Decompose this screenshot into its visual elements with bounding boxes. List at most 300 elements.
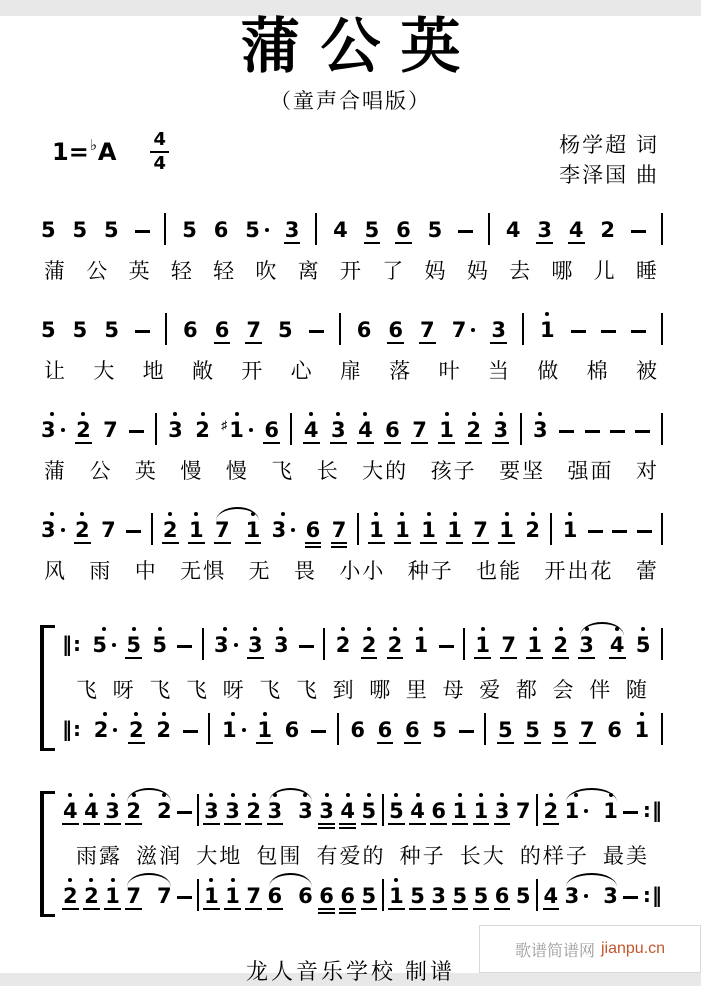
note <box>40 312 57 349</box>
note-row <box>578 634 595 656</box>
sheet-music-page <box>0 12 701 985</box>
note-row <box>361 634 378 656</box>
note-digit: 5 <box>361 884 377 909</box>
underline-zone <box>72 341 89 349</box>
note-row <box>72 319 89 341</box>
note <box>194 412 211 449</box>
lyric-syllable: 了 <box>382 259 406 283</box>
note <box>91 627 116 664</box>
note-underline <box>125 908 142 910</box>
note-digit: 6 <box>404 718 420 743</box>
note-underline <box>104 823 121 825</box>
note-row <box>214 319 231 341</box>
note <box>83 793 100 830</box>
note-digit: 5 <box>635 633 651 658</box>
underline-zone <box>40 441 65 449</box>
notes-line-voice-1 <box>40 412 663 449</box>
note-underline <box>125 657 142 659</box>
note-row <box>167 419 184 441</box>
note <box>213 212 230 249</box>
note-digit: 3 <box>271 518 287 543</box>
note-digit: 6 <box>350 718 365 743</box>
underline-zone <box>128 741 145 749</box>
note-underline <box>452 908 469 910</box>
underline-zone <box>156 822 173 830</box>
lyric-syllable: 小小 <box>339 560 386 584</box>
underline-zone <box>256 741 273 749</box>
lyric-syllable: 蕾 <box>635 560 659 584</box>
note-row <box>394 519 411 541</box>
lyric-syllable: 棉 <box>586 359 610 383</box>
note-row <box>494 885 511 907</box>
underline-zone <box>411 441 428 449</box>
underline-zone <box>357 441 374 449</box>
note-row <box>75 419 92 441</box>
slur-arc <box>269 788 312 802</box>
note-row <box>182 319 199 341</box>
song-subtitle: （童声合唱版） <box>270 90 431 113</box>
note-digit: 6 <box>340 884 355 909</box>
note-digit: 6 <box>284 718 300 743</box>
dash-line <box>177 645 192 648</box>
note-digit: 2 <box>93 718 109 743</box>
dash-line <box>459 730 474 733</box>
note-row <box>579 719 596 741</box>
note-underline <box>361 908 378 910</box>
note-digit: 1 <box>222 718 237 743</box>
note <box>93 712 118 749</box>
lyric-syllable: 飞 <box>76 679 99 703</box>
underline-zone <box>361 907 378 915</box>
underline-zone <box>100 541 117 549</box>
augmentation-dot <box>265 228 269 232</box>
underline-zone <box>214 341 231 349</box>
octave-dot <box>545 312 549 316</box>
note <box>377 712 394 749</box>
dash-line <box>177 896 192 899</box>
note <box>368 512 385 549</box>
lyric-syllable: 呀 <box>112 679 136 703</box>
lyric-syllable: 无 <box>248 560 272 584</box>
note-digit: 3 <box>225 799 240 824</box>
note-row <box>634 719 651 741</box>
octave-dot <box>80 512 84 516</box>
note-row <box>245 800 262 822</box>
lyric-syllable: 落 <box>389 359 413 383</box>
note-digit: 3 <box>41 518 56 543</box>
key-signature <box>52 131 169 173</box>
notes-line-voice-1 <box>62 793 663 830</box>
lyric-syllable: 爱 <box>479 679 503 703</box>
lyric-syllable: 风 <box>44 560 67 584</box>
note-underline <box>552 742 569 744</box>
note-digit: 7 <box>420 317 435 342</box>
octave-dot <box>309 412 313 416</box>
note-row <box>473 885 490 907</box>
lyric-syllable: 无惧 <box>180 560 227 584</box>
underline-zone <box>203 822 220 830</box>
note <box>361 793 378 830</box>
note-digit: 3 <box>330 417 346 442</box>
watermark-site-link[interactable]: jianpu.cn <box>600 940 666 957</box>
note-digit: 7 <box>103 417 118 442</box>
note <box>452 878 469 915</box>
underline-zone <box>505 241 522 249</box>
note-digit: 2 <box>335 633 351 658</box>
system-inner <box>40 412 663 485</box>
underline-zone <box>40 541 65 549</box>
note-digit: 2 <box>156 718 171 743</box>
lyric-syllable: 妈 <box>466 259 490 283</box>
note-digit: 6 <box>213 217 229 242</box>
barline <box>520 413 522 445</box>
underline-zone <box>388 822 405 830</box>
underline-zone <box>284 741 301 749</box>
underline-zone <box>83 822 100 830</box>
barline <box>382 794 384 826</box>
underline-zone <box>609 656 626 664</box>
underline-zone <box>103 241 120 249</box>
note-digit: 6 <box>319 884 334 909</box>
note <box>62 878 79 915</box>
note <box>72 212 89 249</box>
note-digit: 6 <box>377 718 393 743</box>
underline-zone <box>339 907 356 915</box>
note-digit: 1 <box>603 799 618 824</box>
lyric-syllable: 到 <box>332 679 356 703</box>
lyric-syllable: 孩子 <box>430 460 477 484</box>
underline-zone <box>214 541 231 549</box>
augmentation-dot <box>584 894 588 898</box>
note <box>245 878 262 915</box>
note-row <box>473 800 490 822</box>
note-row <box>543 800 560 822</box>
note-digit: 6 <box>607 718 622 743</box>
note-underline <box>245 342 262 344</box>
note-digit: 5 <box>152 633 167 658</box>
note-underline <box>318 823 335 825</box>
octave-dot <box>559 627 563 631</box>
note <box>526 627 543 664</box>
note-digit: 1 <box>389 884 404 909</box>
underline-zone <box>277 341 294 349</box>
note-row <box>602 800 619 822</box>
note <box>494 878 511 915</box>
barline <box>661 628 663 660</box>
note-digit: 1 <box>527 633 542 658</box>
note <box>339 793 356 830</box>
note-row <box>419 319 436 341</box>
underline-zone <box>446 541 463 549</box>
dash-line <box>610 430 625 433</box>
underline-zone <box>103 341 120 349</box>
note-row <box>497 719 514 741</box>
note-digit: 4 <box>333 217 348 242</box>
notes-line-voice-1 <box>40 212 663 249</box>
note-underline <box>578 657 595 659</box>
note-underline <box>404 742 421 744</box>
note <box>256 712 273 749</box>
note-digit: 5 <box>104 217 119 242</box>
system-inner <box>40 212 663 285</box>
underline-zone <box>213 656 238 664</box>
note-row <box>357 419 374 441</box>
note-digit: 3 <box>537 217 552 242</box>
note <box>532 412 549 449</box>
song-title: 蒲公英 <box>240 12 481 82</box>
lyric-syllable: 种子 <box>399 845 446 869</box>
lyric-syllable: 英 <box>134 460 158 484</box>
note-row <box>599 219 616 241</box>
note-underline <box>75 442 92 444</box>
music-system-6 <box>56 791 663 917</box>
note-underline <box>331 546 348 548</box>
octave-dot <box>533 627 537 631</box>
underline-zone <box>413 656 430 664</box>
note <box>451 312 476 349</box>
underline-zone <box>515 907 532 915</box>
note-row <box>543 885 560 907</box>
barline <box>661 413 663 445</box>
barline <box>536 879 538 911</box>
note <box>492 412 509 449</box>
note-digit: 3 <box>564 884 580 909</box>
note <box>515 878 532 915</box>
octave-dot <box>427 512 431 516</box>
note-digit: 6 <box>385 417 400 442</box>
note-digit: 5 <box>452 884 468 909</box>
note-digit: 2 <box>84 884 99 909</box>
note-underline <box>267 823 284 825</box>
octave-dot <box>568 512 572 516</box>
underline-zone <box>532 441 549 449</box>
augmentation-dot <box>234 643 238 647</box>
note-row <box>125 634 142 656</box>
note <box>473 878 490 915</box>
notes-line-voice-1 <box>62 627 663 664</box>
note-row <box>83 885 100 907</box>
octave-dot <box>134 712 138 716</box>
octave-dot <box>158 627 162 631</box>
note-digit: 5 <box>473 884 489 909</box>
lyric-syllable: 对 <box>635 460 659 484</box>
note-digit: 7 <box>451 317 467 342</box>
note <box>330 412 347 449</box>
note <box>162 512 179 549</box>
note-digit: 3 <box>431 884 446 909</box>
octave-dot <box>538 412 542 416</box>
note-row <box>364 219 381 241</box>
note-row <box>188 519 205 541</box>
note-row <box>194 419 211 441</box>
note-underline <box>492 442 509 444</box>
note-underline <box>536 242 553 244</box>
note-digit: 1 <box>475 633 490 658</box>
octave-dot <box>393 627 397 631</box>
underline-zone <box>335 656 352 664</box>
note-row <box>224 885 241 907</box>
underline-zone <box>524 741 541 749</box>
note <box>104 793 121 830</box>
note <box>104 878 121 915</box>
underline-zone <box>409 822 426 830</box>
system-inner <box>62 625 663 751</box>
lyric-syllable: 当 <box>487 359 511 383</box>
note-digit: 4 <box>505 217 521 242</box>
note <box>427 212 444 249</box>
underline-zone <box>224 822 241 830</box>
octave-dot <box>281 512 285 516</box>
underline-zone <box>490 341 507 349</box>
note-digit: 6 <box>264 417 279 442</box>
lyric-syllable: 哪 <box>369 679 393 703</box>
note-digit: 6 <box>214 317 230 342</box>
note-row <box>125 800 142 822</box>
underline-zone <box>543 907 560 915</box>
note-row <box>339 885 356 907</box>
note-digit: 7 <box>501 633 516 658</box>
note-underline <box>256 742 273 744</box>
note-underline <box>361 657 378 659</box>
note-digit: 5 <box>361 799 377 824</box>
note-row <box>332 219 349 241</box>
note-row <box>606 719 623 741</box>
underline-zone <box>552 656 569 664</box>
notes-line-voice-2 <box>62 878 663 915</box>
note-digit: 7 <box>412 417 427 442</box>
underline-zone <box>297 822 314 830</box>
barline <box>661 713 663 745</box>
note <box>75 412 92 449</box>
lyric-syllable: 蒲 <box>44 259 67 283</box>
note-digit: 1 <box>421 518 436 543</box>
note-row <box>361 885 378 907</box>
octave-dot <box>505 512 509 516</box>
note <box>221 412 253 449</box>
note-row <box>388 800 405 822</box>
note-row <box>413 634 430 656</box>
note <box>128 712 145 749</box>
note <box>474 627 491 664</box>
voice-bracket <box>40 791 55 917</box>
note-row <box>498 519 515 541</box>
note-underline <box>498 542 515 544</box>
note-digit: 3 <box>284 217 300 242</box>
octave-dot <box>162 712 166 716</box>
time-numerator: 4 <box>150 131 169 153</box>
underline-zone <box>602 822 619 830</box>
music-system-3 <box>40 412 663 485</box>
music-system-4 <box>40 512 663 585</box>
music-system-2 <box>40 312 663 385</box>
note-digit: 7 <box>246 884 261 909</box>
note-row <box>602 885 619 907</box>
underline-zone <box>245 822 262 830</box>
note-row <box>635 634 652 656</box>
underline-zone <box>452 822 469 830</box>
note-digit: 5 <box>427 217 443 242</box>
note-digit: 4 <box>410 799 425 824</box>
augmentation-dot <box>113 728 117 732</box>
lyric-syllable: 长大 <box>459 845 506 869</box>
underline-zone <box>62 907 79 915</box>
note-underline <box>497 742 514 744</box>
octave-dot <box>173 412 177 416</box>
underline-zone <box>221 441 253 449</box>
underline-zone <box>74 541 91 549</box>
underline-zone <box>543 822 560 830</box>
note-digit: 7 <box>246 317 261 342</box>
note-digit: 5 <box>410 884 425 909</box>
octave-dot <box>479 793 483 797</box>
note <box>271 512 296 549</box>
underline-zone <box>420 541 437 549</box>
note-row <box>277 319 294 341</box>
note-row <box>526 634 543 656</box>
note-row <box>303 419 320 441</box>
underline-zone <box>330 441 347 449</box>
note-row <box>438 419 455 441</box>
note-underline <box>74 542 91 544</box>
underline-zone <box>526 656 543 664</box>
underline-zone <box>332 241 349 249</box>
note-row <box>83 800 100 822</box>
lyric-syllable: 被 <box>635 359 659 383</box>
dash-line <box>135 230 150 233</box>
note-underline <box>500 657 517 659</box>
note <box>543 878 560 915</box>
note-digit: 5 <box>182 217 197 242</box>
slur-group <box>267 878 314 915</box>
note <box>214 312 231 349</box>
note-digit: 6 <box>356 317 372 342</box>
note-digit: 7 <box>126 884 141 909</box>
note-underline <box>494 908 511 910</box>
note <box>284 712 301 749</box>
note-digit: 3 <box>579 633 594 658</box>
note-row <box>500 634 517 656</box>
note-underline <box>203 823 220 825</box>
note <box>494 793 511 830</box>
note <box>395 212 412 249</box>
underline-zone <box>465 441 482 449</box>
watermark <box>479 925 701 973</box>
note <box>411 412 428 449</box>
dash-line <box>458 230 473 233</box>
note-digit: 5 <box>525 718 540 743</box>
note-digit: 2 <box>195 417 210 442</box>
note-digit: 7 <box>101 518 116 543</box>
dash-line <box>135 330 150 333</box>
note <box>505 212 522 249</box>
note-row <box>564 800 589 822</box>
note-row <box>552 634 569 656</box>
note-row <box>427 219 444 241</box>
note-row <box>377 719 394 741</box>
slur-group <box>214 512 261 549</box>
underline-zone <box>102 441 119 449</box>
underline-zone <box>473 822 490 830</box>
octave-dot <box>500 793 504 797</box>
time-denominator: 4 <box>153 153 166 174</box>
note-underline <box>446 542 463 544</box>
underline-zone <box>104 907 121 915</box>
note <box>490 312 507 349</box>
note-row <box>465 419 482 441</box>
underline-zone <box>564 822 589 830</box>
lyric-syllable: 轻 <box>213 259 237 283</box>
note-row <box>452 800 469 822</box>
